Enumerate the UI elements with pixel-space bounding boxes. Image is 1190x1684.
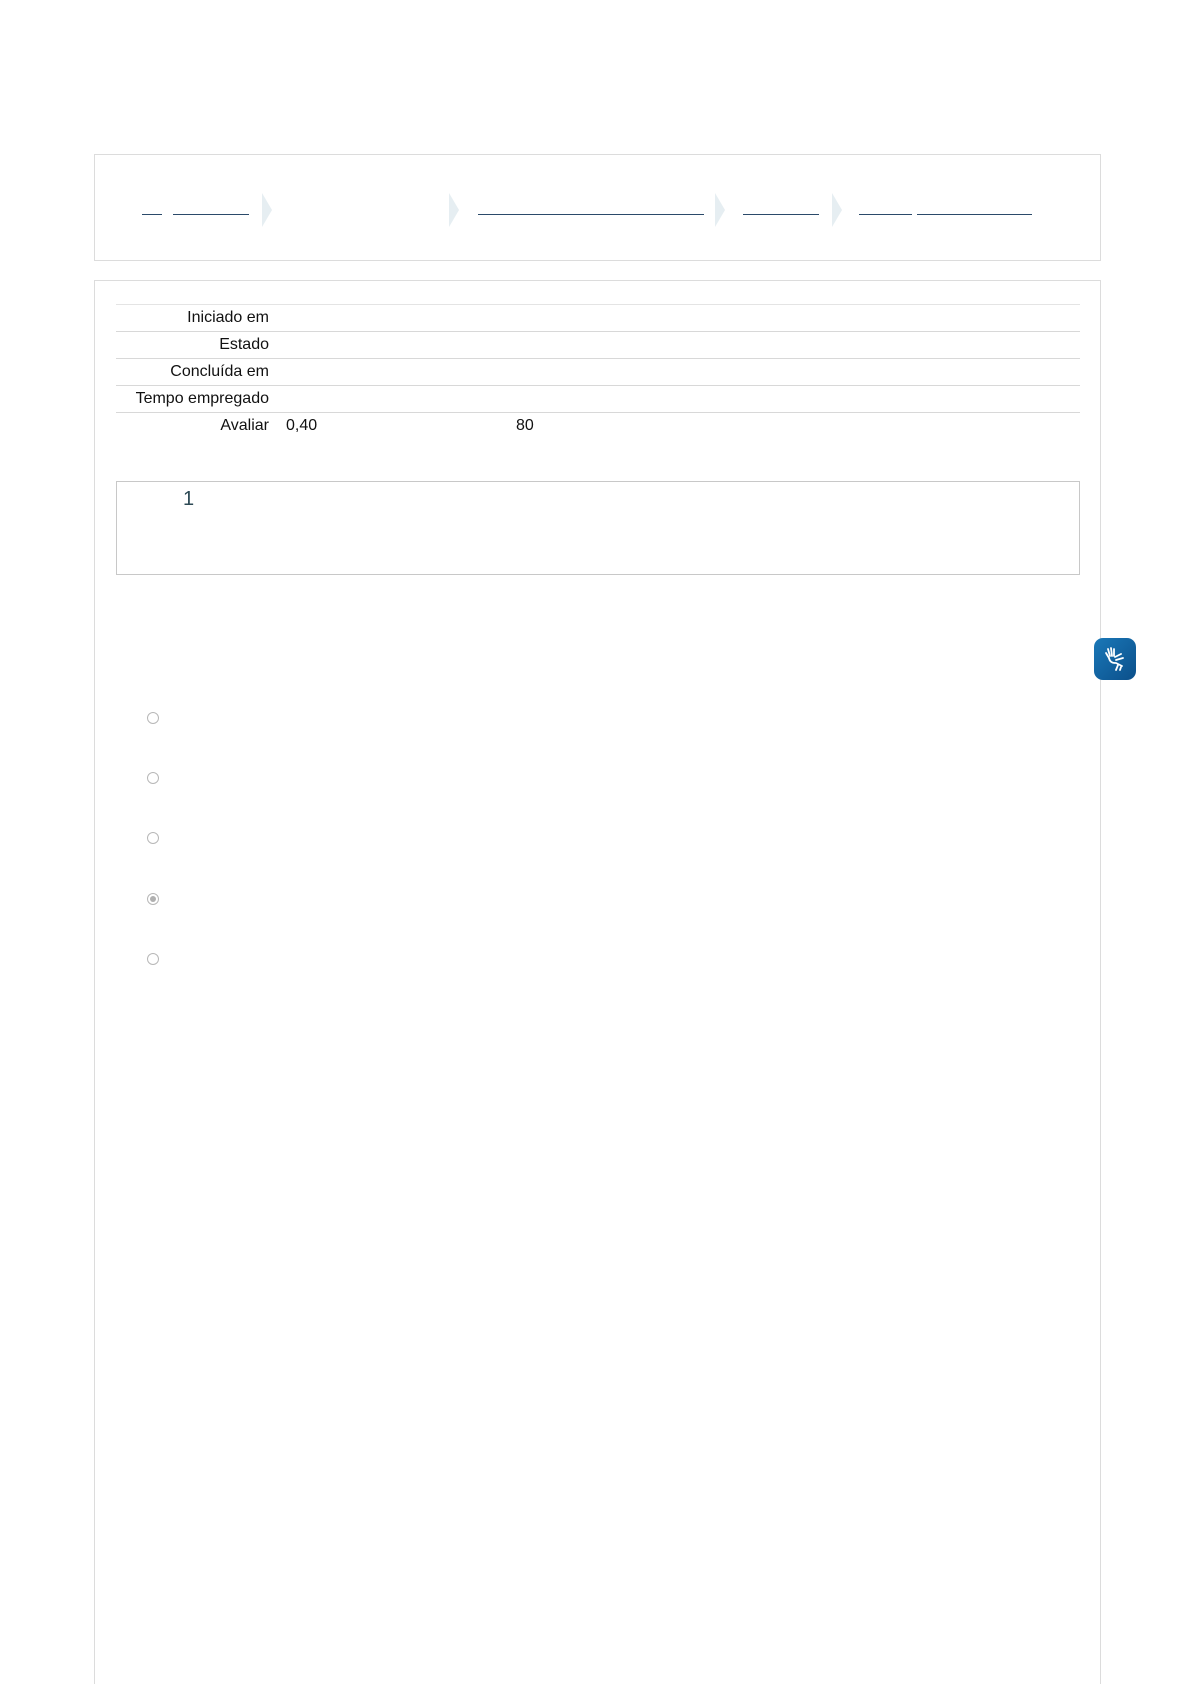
grade-value: 0,40 (286, 417, 318, 434)
breadcrumb-link-activity-a[interactable] (859, 214, 912, 215)
summary-row-time-taken (116, 386, 1080, 413)
question-info-box (116, 481, 1080, 575)
answer-option-radio-a[interactable] (147, 712, 159, 724)
answer-option-radio-d[interactable] (147, 893, 159, 905)
summary-value (269, 413, 1080, 439)
chevron-right-icon (715, 193, 725, 227)
breadcrumb-link-activity-b[interactable] (917, 214, 1032, 215)
summary-row-grade (116, 413, 1080, 439)
summary-value (269, 359, 1080, 385)
hands-icon (1102, 646, 1128, 672)
answer-option-radio-e[interactable] (147, 953, 159, 965)
breadcrumb-link-section[interactable] (743, 214, 819, 215)
chevron-right-icon (262, 193, 272, 227)
summary-label: Concluída em (170, 363, 269, 380)
summary-row-started (116, 305, 1080, 332)
question-number: 1 (183, 488, 195, 510)
attempt-summary-table (116, 304, 1080, 439)
summary-value (269, 332, 1080, 358)
summary-label: Avaliar (220, 417, 269, 434)
summary-label: Iniciado em (187, 309, 269, 326)
summary-label: Tempo empregado (135, 390, 269, 407)
breadcrumb-link-home[interactable] (142, 214, 162, 215)
summary-label: Estado (219, 336, 269, 353)
sign-language-hands-icon[interactable] (1094, 638, 1136, 680)
quiz-review-card (94, 280, 1101, 1684)
answer-option-radio-b[interactable] (147, 772, 159, 784)
summary-value (269, 386, 1080, 412)
chevron-right-icon (832, 193, 842, 227)
chevron-right-icon (449, 193, 459, 227)
summary-value (269, 305, 1080, 331)
summary-row-state (116, 332, 1080, 359)
grade-max: 80 (516, 417, 534, 434)
breadcrumb-link-1[interactable] (173, 214, 249, 215)
summary-row-completed (116, 359, 1080, 386)
breadcrumb-link-course[interactable] (478, 214, 704, 215)
answer-option-radio-c[interactable] (147, 832, 159, 844)
breadcrumb (94, 154, 1101, 261)
